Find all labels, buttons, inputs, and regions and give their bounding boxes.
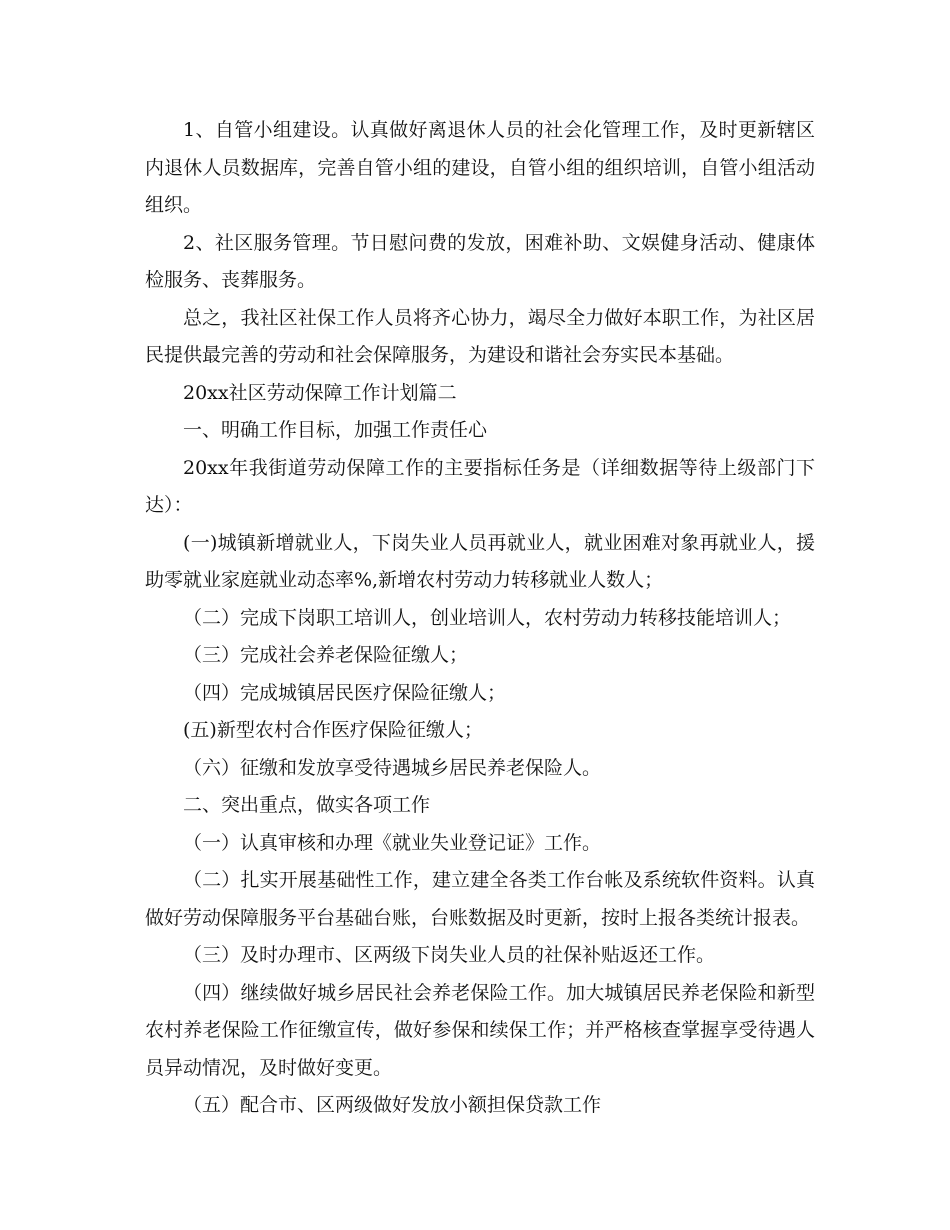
list-item-urban-rural-pension: （六）征缴和发放享受待遇城乡居民养老保险人。 <box>183 756 602 779</box>
list-item-training: （二）完成下岗职工培训人，创业培训人，农村劳动力转移技能培训人； <box>183 606 792 629</box>
section-title-plan-two: 20xx社区劳动保障工作计划篇二 <box>183 381 457 404</box>
heading-clarify-goals: 一、明确工作目标，加强工作责任心 <box>183 419 488 441</box>
list-item-employment: (一)城镇新增就业人，下岗失业人员再就业人，就业困难对象再就业人，援助零就业家庭就业动态率%,新增农村劳动力转移就业人数人； <box>145 531 815 591</box>
heading-key-work: 二、突出重点，做实各项工作 <box>183 794 431 816</box>
list-item-pension-insurance: （三）完成社会养老保险征缴人； <box>183 644 469 666</box>
list-item-medical-insurance: （四）完成城镇居民医疗保险征缴人； <box>183 681 507 704</box>
list-item-pension-work: （四）继续做好城乡居民社会养老保险工作。加大城镇居民养老保险和新型农村养老保险工作征缴宣传，做好参保和续保工作；并严格核查掌握享受待遇人员异动情况，及时做好变更。 <box>145 981 815 1079</box>
list-item-rural-medical: (五)新型农村合作医疗保险征缴人； <box>183 719 483 741</box>
list-item-registration-card: （一）认真审核和办理《就业失业登记证》工作。 <box>183 831 602 854</box>
paragraph-conclusion: 总之，我社区社保工作人员将齐心协力，竭尽全力做好本职工作，为社区居民提供最完善的劳动和社会保障服务，为建设和谐社会夯实民本基础。 <box>145 306 815 366</box>
document-page <box>145 112 815 1125</box>
list-item-social-subsidy: （三）及时办理市、区两级下岗失业人员的社保补贴返还工作。 <box>183 944 716 966</box>
paragraph-main-indicators: 20xx年我街道劳动保障工作的主要指标任务是（详细数据等待上级部门下达）： <box>145 456 815 516</box>
list-item-basic-work: （二）扎实开展基础性工作，建立建全各类工作台帐及系统软件资料。认真做好劳动保障服务平台基础台账，台账数据及时更新，按时上报各类统计报表。 <box>145 869 815 929</box>
paragraph-community-service: 2、社区服务管理。节日慰问费的发放，困难补助、文娱健身活动、健康体检服务、丧葬服务。 <box>145 231 815 291</box>
paragraph-self-management-group: 1、自管小组建设。认真做好离退休人员的社会化管理工作，及时更新辖区内退休人员数据库，完善自管小组的建设，自管小组的组织培训，自管小组活动组织。 <box>145 119 815 216</box>
list-item-small-loans: （五）配合市、区两级做好发放小额担保贷款工作 <box>183 1094 602 1116</box>
